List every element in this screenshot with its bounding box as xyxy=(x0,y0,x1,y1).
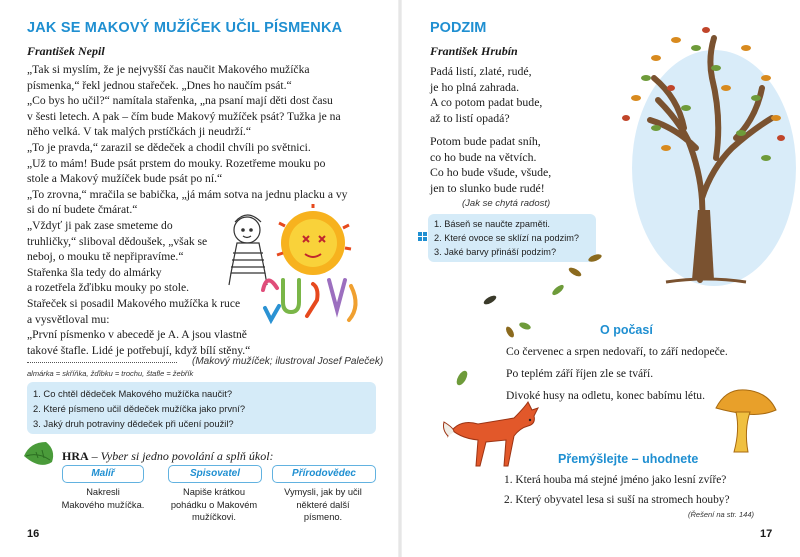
question-item: 1. Co chtěl dědeček Makového mužíčka naučit? xyxy=(33,388,233,399)
puzzle-bullet-icon xyxy=(418,232,427,241)
mushroom-illustration xyxy=(710,386,780,456)
glossary: almárka = skříňka, žďibku = trochu, štafle = žebřík xyxy=(27,369,194,378)
role-task-writer xyxy=(164,486,264,524)
game-heading xyxy=(62,449,274,464)
game-label: HRA xyxy=(62,449,89,463)
fox-illustration xyxy=(442,398,542,468)
role-task-painter xyxy=(60,486,146,511)
story-line: „Vždyť ji pak zase smeteme do xyxy=(27,218,173,232)
riddle-title: Přemýšlejte – uhodnete xyxy=(558,452,699,466)
story-line: neboj, o mouku tě nepřipravíme.“ xyxy=(27,250,184,264)
question-item: 2. Které ovoce se sklízí na podzim? xyxy=(434,233,580,244)
sun-drawing xyxy=(277,204,351,275)
task-line: pohádku o Makovém xyxy=(170,499,258,510)
poem-line: Padá listí, zlaté, rudé, xyxy=(430,64,532,78)
weather-title: O počasí xyxy=(600,323,653,337)
task-line: některé další xyxy=(296,499,350,510)
task-line: Makového mužíčka. xyxy=(61,499,145,510)
letters-drawing xyxy=(263,280,356,320)
riddle-list xyxy=(504,474,730,514)
story-line: a rozetřela žďibku mouky po stole. xyxy=(27,281,190,295)
poem-line: Co ho bude všude, všude, xyxy=(430,165,552,180)
story-line: „Co bys ho učil?“ namítala stařenka, „na psaní mají děti dost času xyxy=(27,94,333,108)
story-line: Stařeček si posadil Makového mužíčka k ruce xyxy=(27,296,241,310)
story-line: něho velká. V tak malých prstíčkách ji neudrží.“ xyxy=(27,125,251,139)
role-card-writer: Spisovatel xyxy=(168,465,262,483)
question-item: 3. Jaké barvy přináší podzim? xyxy=(434,247,557,258)
left-questions-box xyxy=(27,382,376,434)
weather-line: Co červenec a srpen nedovaří, to září nedopeče. xyxy=(506,345,728,358)
autumn-tree-illustration xyxy=(596,18,796,288)
story-line: „To zrovna,“ mračila se babička, „já mám sotva na jednu placku a vy xyxy=(27,187,348,201)
question-item: 2. Které písmeno učil dědeček mužíčka jako první? xyxy=(33,403,246,414)
story-line: „První písmenko v abecedě je A. A jsou vlastně xyxy=(27,328,247,342)
task-line: Napiše krátkou xyxy=(182,487,245,497)
story-author: František Nepil xyxy=(27,44,105,58)
riddle-item: 1. Která houba má stejné jméno jako lesní zvíře? xyxy=(504,474,727,486)
story-title: JAK SE MAKOVÝ MUŽÍČEK UČIL PÍSMENKA xyxy=(27,20,343,36)
poem-line: je ho plná zahrada. xyxy=(430,79,520,94)
task-line: mužíčkovi. xyxy=(192,512,236,522)
role-card-painter: Malíř xyxy=(62,465,144,483)
poem-line: A co potom padat bude, xyxy=(430,95,543,110)
illustration-credit: (Makový mužíček; ilustroval Josef Paleček) xyxy=(192,356,384,367)
poem-line: co ho bude na větvích. xyxy=(430,149,537,164)
role-card-naturalist: Přírodovědec xyxy=(272,465,376,483)
poem-source-note: (Jak se chytá radost) xyxy=(462,198,551,209)
question-item: 3. Jaký druh potraviny dědeček při učení použil? xyxy=(33,418,234,429)
story-line: Stařenka šla tedy do almárky xyxy=(27,265,162,279)
poem-line: až to listí opadá? xyxy=(430,110,510,125)
right-page xyxy=(400,0,800,557)
game-instruction: – Vyber si jedno povolání a splň úkol: xyxy=(91,449,274,463)
story-line: a vysvětloval mu: xyxy=(27,312,110,326)
question-item: 1. Báseň se naučte zpaměti. xyxy=(434,219,550,229)
answers-note: (Řešení na str. 144) xyxy=(688,510,755,519)
story-line: takové štafle. Lidé je potřebují, když bílí stěny.“ xyxy=(27,343,251,357)
task-line: písmeno. xyxy=(303,512,343,522)
poem-author: František Hrubín xyxy=(430,44,518,58)
boy-figure xyxy=(229,215,267,285)
story-line: písmenka,“ řekl jednou stařeček. „Dnes ho naučím psát.“ xyxy=(27,78,292,92)
credit-dotted-line xyxy=(27,362,177,363)
riddle-item: 2. Který obyvatel lesa si suší na stromech houby? xyxy=(504,494,730,506)
poem-line: jen to slunko bude rudé! xyxy=(430,180,545,195)
task-line: Nakresli xyxy=(86,487,120,497)
page-number-right: 17 xyxy=(760,528,773,540)
poem-line: Potom bude padat sníh, xyxy=(430,134,541,148)
page-number-left: 16 xyxy=(27,528,40,540)
story-line: truhličky,“ sliboval dědoušek, „však se xyxy=(27,234,208,248)
story-line: si do ní budete čmárat.“ xyxy=(27,203,138,217)
poem-title: PODZIM xyxy=(430,20,487,36)
task-line: Vymysli, jak by učil xyxy=(284,487,362,497)
makovy-muzicek-illustration xyxy=(225,208,375,328)
story-line: stole a Makový mužíček bude psát po ní.“ xyxy=(27,172,223,186)
green-leaf-icon xyxy=(22,440,58,470)
story-line: „Už to mám! Bude psát prstem do mouky. Rozetřeme mouku po xyxy=(27,156,326,170)
story-line: „To je pravda,“ zarazil se dědeček a chodil chvíli po světnici. xyxy=(27,140,311,154)
weather-line: Po teplém září říjen zle se tváří. xyxy=(506,367,654,380)
story-line: „Tak si myslím, že je nejvyšší čas naučit Makového mužíčka xyxy=(27,63,310,76)
story-line: v šesti letech. A pak – čím bude Makový mužíček psát? Tužka je na xyxy=(27,109,341,123)
role-task-naturalist xyxy=(270,486,376,524)
weather-line: Divoké husy na odletu, konec babímu létu. xyxy=(506,389,705,402)
